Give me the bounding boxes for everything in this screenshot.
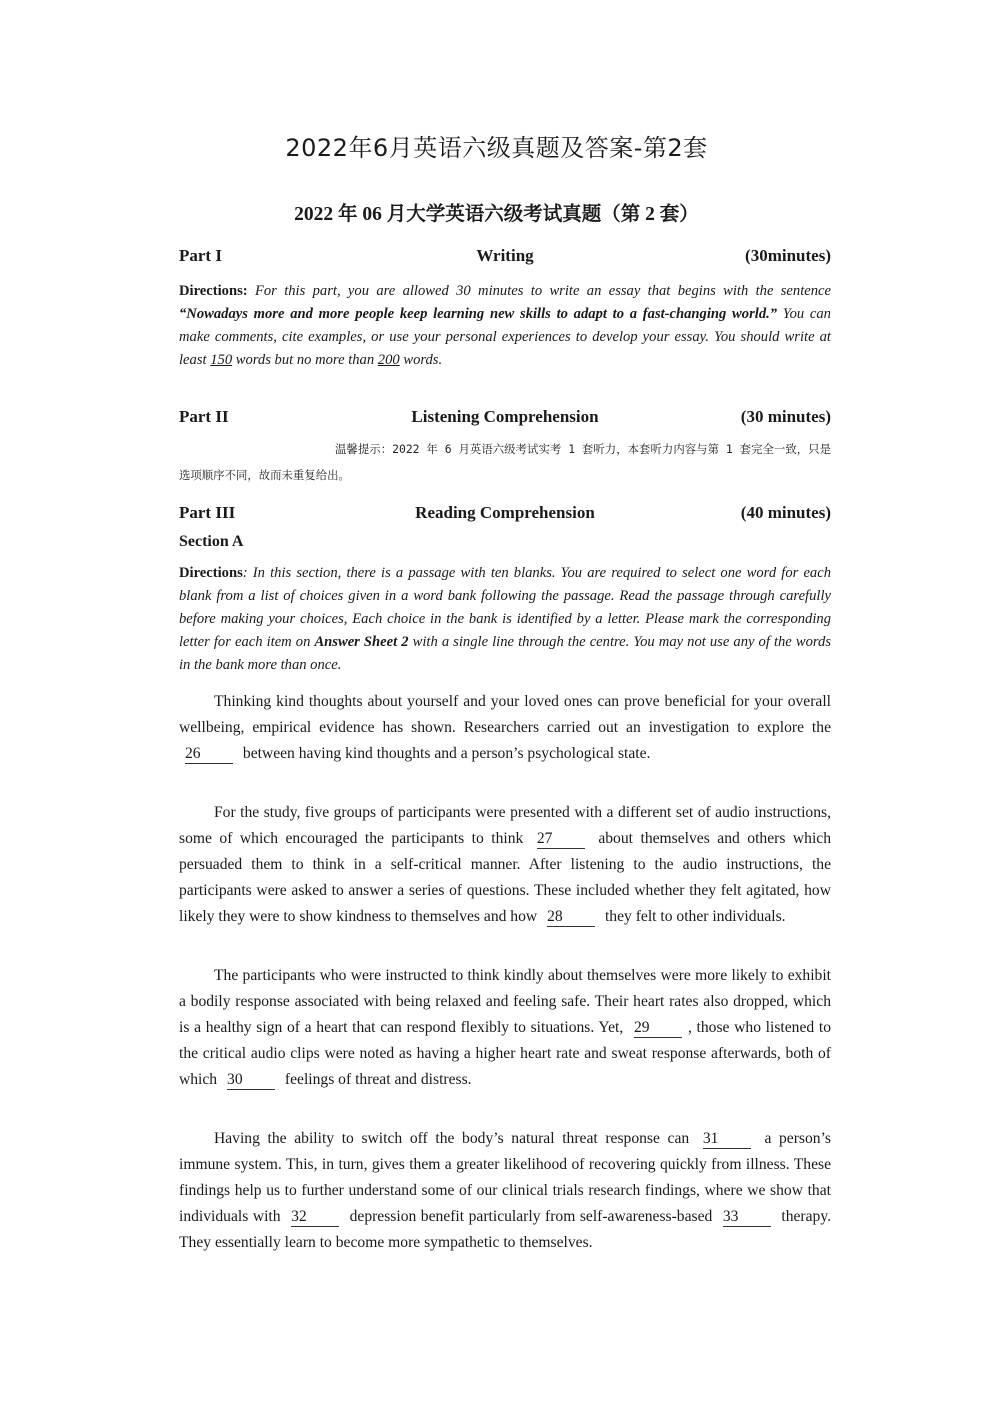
part1-time: (30minutes) <box>745 246 831 265</box>
part3-header <box>179 503 831 525</box>
passage-text: they felt to other individuals. <box>601 908 786 925</box>
part1-directions <box>179 280 831 372</box>
passage-text: therapy. They essentially learn to become more sympathetic to themselves. <box>179 1208 832 1251</box>
passage-text: about themselves and others which persuaded them to think in a self-critical manner. After listening to the audio instructions, the participants were asked to answer a series of questions. These included whether they felt agitated, how likely they were to show kindness to themselves and how <box>179 830 831 925</box>
blank-26: 26 <box>185 745 233 764</box>
directions-text: You can make comments, cite examples, or use your personal experiences to develop your essay. You should write at least <box>179 306 831 368</box>
passage-paragraph-3 <box>179 963 831 1093</box>
passage-text: Thinking kind thoughts about yourself and your loved ones can prove beneficial for your overall wellbeing, empirical evidence has shown. Researchers carried out an investigation to explore the <box>179 693 831 736</box>
listening-tip: 温馨提示：2022 年 6 月英语六级考试实考 1 套听力，本套听力内容与第 1 套完全一致，只是选项顺序不同，故而未重复给出。 <box>179 442 831 482</box>
passage-text: between having kind thoughts and a person’s psychological state. <box>239 745 651 762</box>
document-title: 2022年6月英语六级真题及答案-第2套 <box>285 134 708 162</box>
part2-name: Listening Comprehension <box>411 407 599 426</box>
max-word-count: 200 <box>377 352 400 368</box>
blank-27: 27 <box>537 830 585 849</box>
blank-29: 29 <box>634 1019 682 1038</box>
part2-label: Part II <box>179 407 229 426</box>
part1-name: Writing <box>476 246 534 265</box>
passage-text: feelings of threat and distress. <box>281 1071 472 1088</box>
directions-label: Directions <box>179 565 243 581</box>
part1-label: Part I <box>179 246 222 265</box>
part2-time: (30 minutes) <box>740 407 831 426</box>
part3-time: (40 minutes) <box>740 503 831 522</box>
passage-text: a person’s immune system. This, in turn, gives them a greater likelihood of recovering quickly from illness. These findings help us to further understand some of our clinical trials research findings, where we show that individuals with <box>179 1130 831 1225</box>
part2-header <box>179 407 831 429</box>
directions-label: Directions: <box>179 283 248 299</box>
passage-text: For the study, five groups of participants were presented with a different set of audio instructions, some of which encouraged the participants to think <box>179 804 831 847</box>
part3-label: Part III <box>179 503 236 522</box>
passage-paragraph-4 <box>179 1126 831 1256</box>
part3-directions <box>179 562 831 677</box>
passage-paragraph-2 <box>179 800 831 930</box>
directions-text: words. <box>399 352 443 368</box>
part1-header <box>179 246 831 268</box>
answer-sheet-label: Answer Sheet 2 <box>314 634 409 650</box>
section-a-heading: Section A <box>179 533 244 550</box>
passage-text: Having the ability to switch off the body’s natural threat response can <box>214 1130 697 1147</box>
directions-text: : In this section, there is a passage with ten blanks. You are required to select one word for each blank from a list of choices given in a word bank following the passage. Read the passage through carefully before making your choices, Each choice in the bank is identified by a letter. Please mark the corresponding letter for each item on <box>179 565 831 650</box>
passage-text: , those who listened to the critical audio clips were noted as having a higher heart rate and sweat response afterwards, both of which <box>179 1019 831 1088</box>
blank-31: 31 <box>703 1130 751 1149</box>
passage-text: depression benefit particularly from self-awareness-based <box>345 1208 717 1225</box>
part3-name: Reading Comprehension <box>415 503 595 522</box>
blank-30: 30 <box>227 1071 275 1090</box>
min-word-count: 150 <box>210 352 233 368</box>
blank-32: 32 <box>291 1208 339 1227</box>
essay-opening-sentence: “Nowadays more and more people keep learning new skills to adapt to a fast-changing world.” <box>179 306 778 322</box>
blank-28: 28 <box>547 908 595 927</box>
blank-33: 33 <box>723 1208 771 1227</box>
directions-text: words but no more than <box>232 352 378 368</box>
exam-title: 2022 年 06 月大学英语六级考试真题（第 2 套） <box>294 204 699 225</box>
passage-paragraph-1 <box>179 689 831 767</box>
directions-text: For this part, you are allowed 30 minutes to write an essay that begins with the sentence <box>247 283 831 299</box>
directions-text: with a single line through the centre. You may not use any of the words in the bank more than once. <box>179 634 831 673</box>
passage-text: The participants who were instructed to think kindly about themselves were more likely to exhibit a bodily response associated with being relaxed and feeling safe. Their heart rates also dropped, which is a healthy sign of a heart that can respond flexibly to situations. Yet, <box>179 967 831 1036</box>
